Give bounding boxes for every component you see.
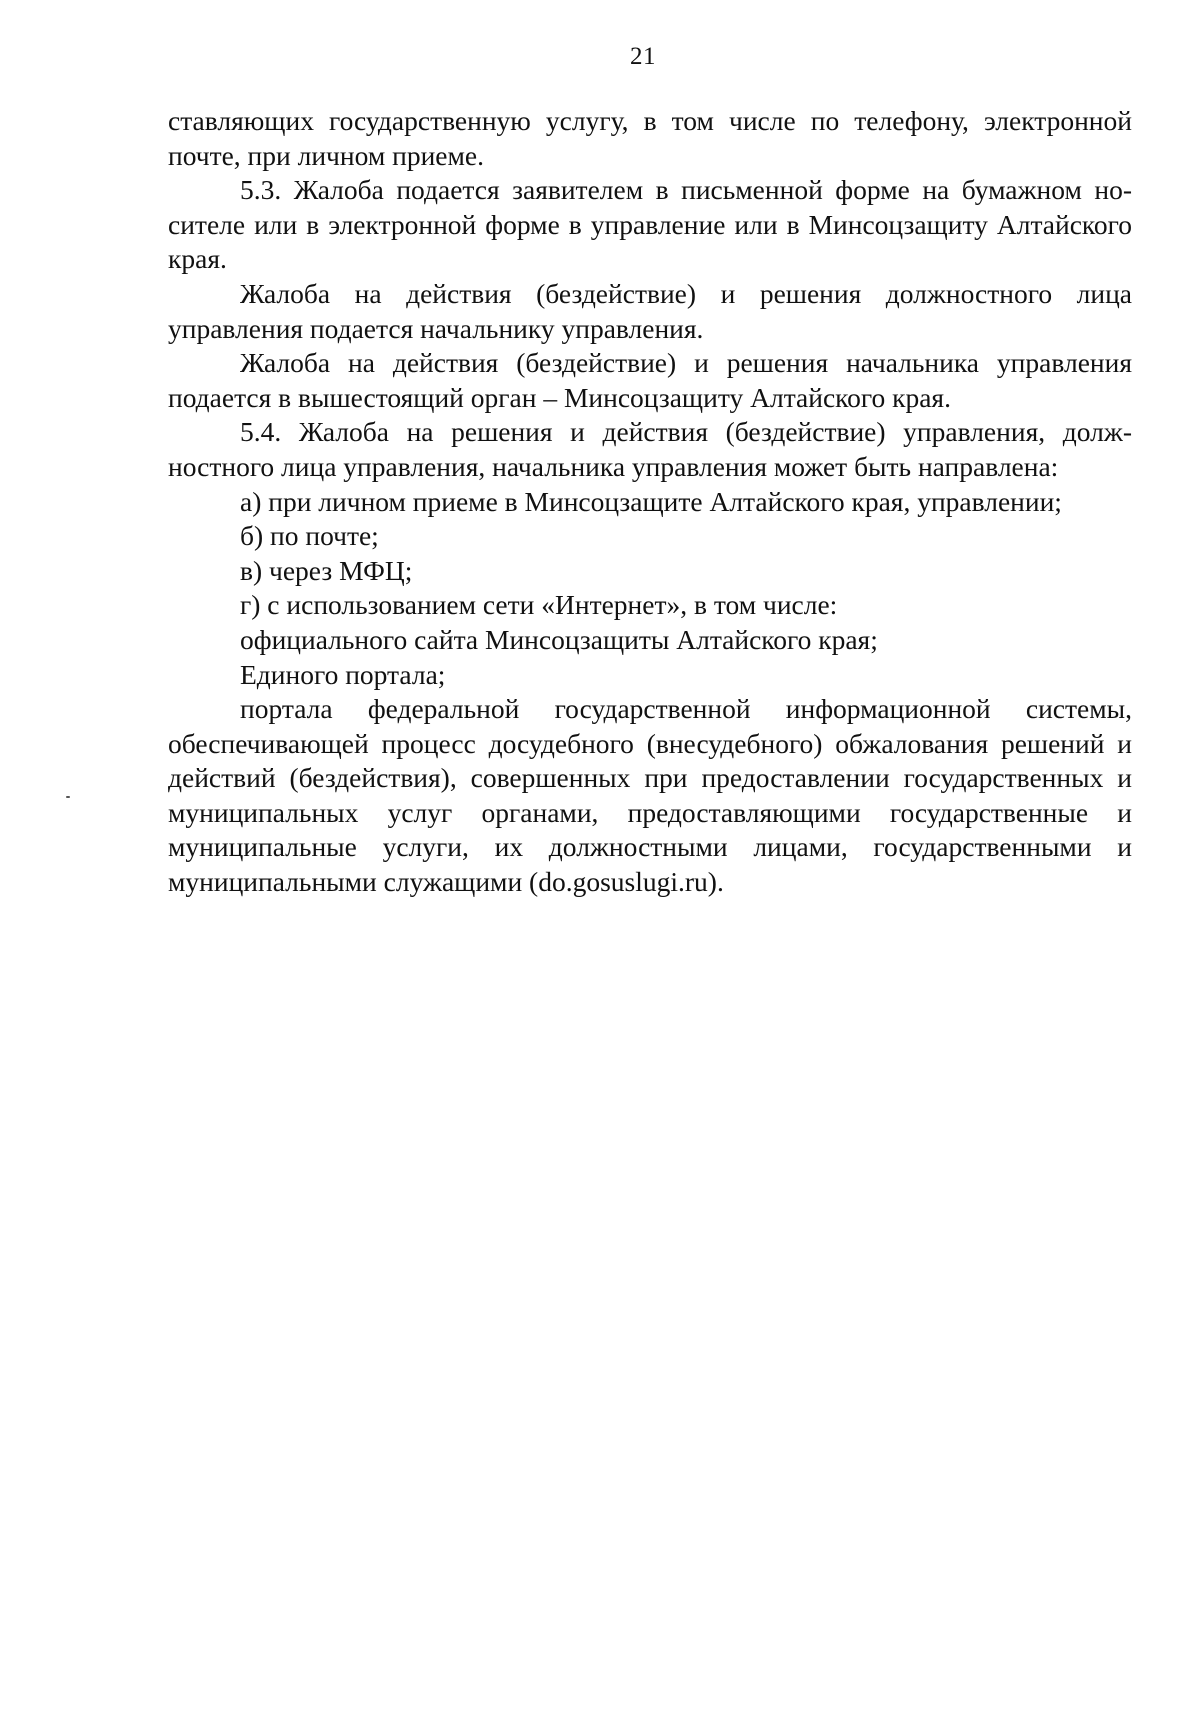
paragraph-5-3: 5.3. Жалоба подается заявителем в письменной форме на бумажном носителе или в электронной форме в управление или в Минсоцзащиту Алтайского края. — [168, 174, 1132, 275]
list-item-b: б) по почте; — [240, 520, 379, 552]
paragraph-complaint-official: Жалоба на действия (бездействие) и решения должностного лица управления подается начальнику управления. — [168, 277, 1132, 344]
page-number: 21 — [630, 43, 656, 70]
list-item-v: в) через МФЦ; — [240, 554, 413, 586]
list-item-a: а) при личном приеме в Минсоцзащите Алтайского края, управлении; — [240, 485, 1062, 517]
list-subitem-unified-portal: Единого портала; — [240, 658, 446, 690]
paragraph-5-4: 5.4. Жалоба на решения и действия (бездействие) управления, должностного лица управления, начальника управления может быть направлена: — [168, 416, 1132, 482]
body-text — [168, 104, 1132, 900]
list-subitem-federal-portal: портала федеральной государственной информационной системы, обеспечивающей процесс досудебного (внесудебного) обжалования решений и действий (бездействия), совершенных при предоставлении государственных и муниципальных услуг органами, предоставляющими государственные и муниципальные услуги, их должностными лицами, государственными и муниципальными служащими (do.gosuslugi.ru). — [168, 693, 1132, 898]
paragraph-continuation: ставляющих государственную услугу, в том числе по телефону, электронной почте, при личном приеме. — [168, 105, 1132, 171]
paragraph-complaint-head: Жалоба на действия (бездействие) и решения начальника управления подается в вышестоящий орган – Минсоцзащиту Алтайского края. — [168, 347, 1132, 413]
list-item-g: г) с использованием сети «Интернет», в том числе: — [240, 589, 838, 621]
scan-speck — [66, 796, 70, 798]
list-subitem-official-site: официального сайта Минсоцзащиты Алтайского края; — [240, 623, 878, 655]
